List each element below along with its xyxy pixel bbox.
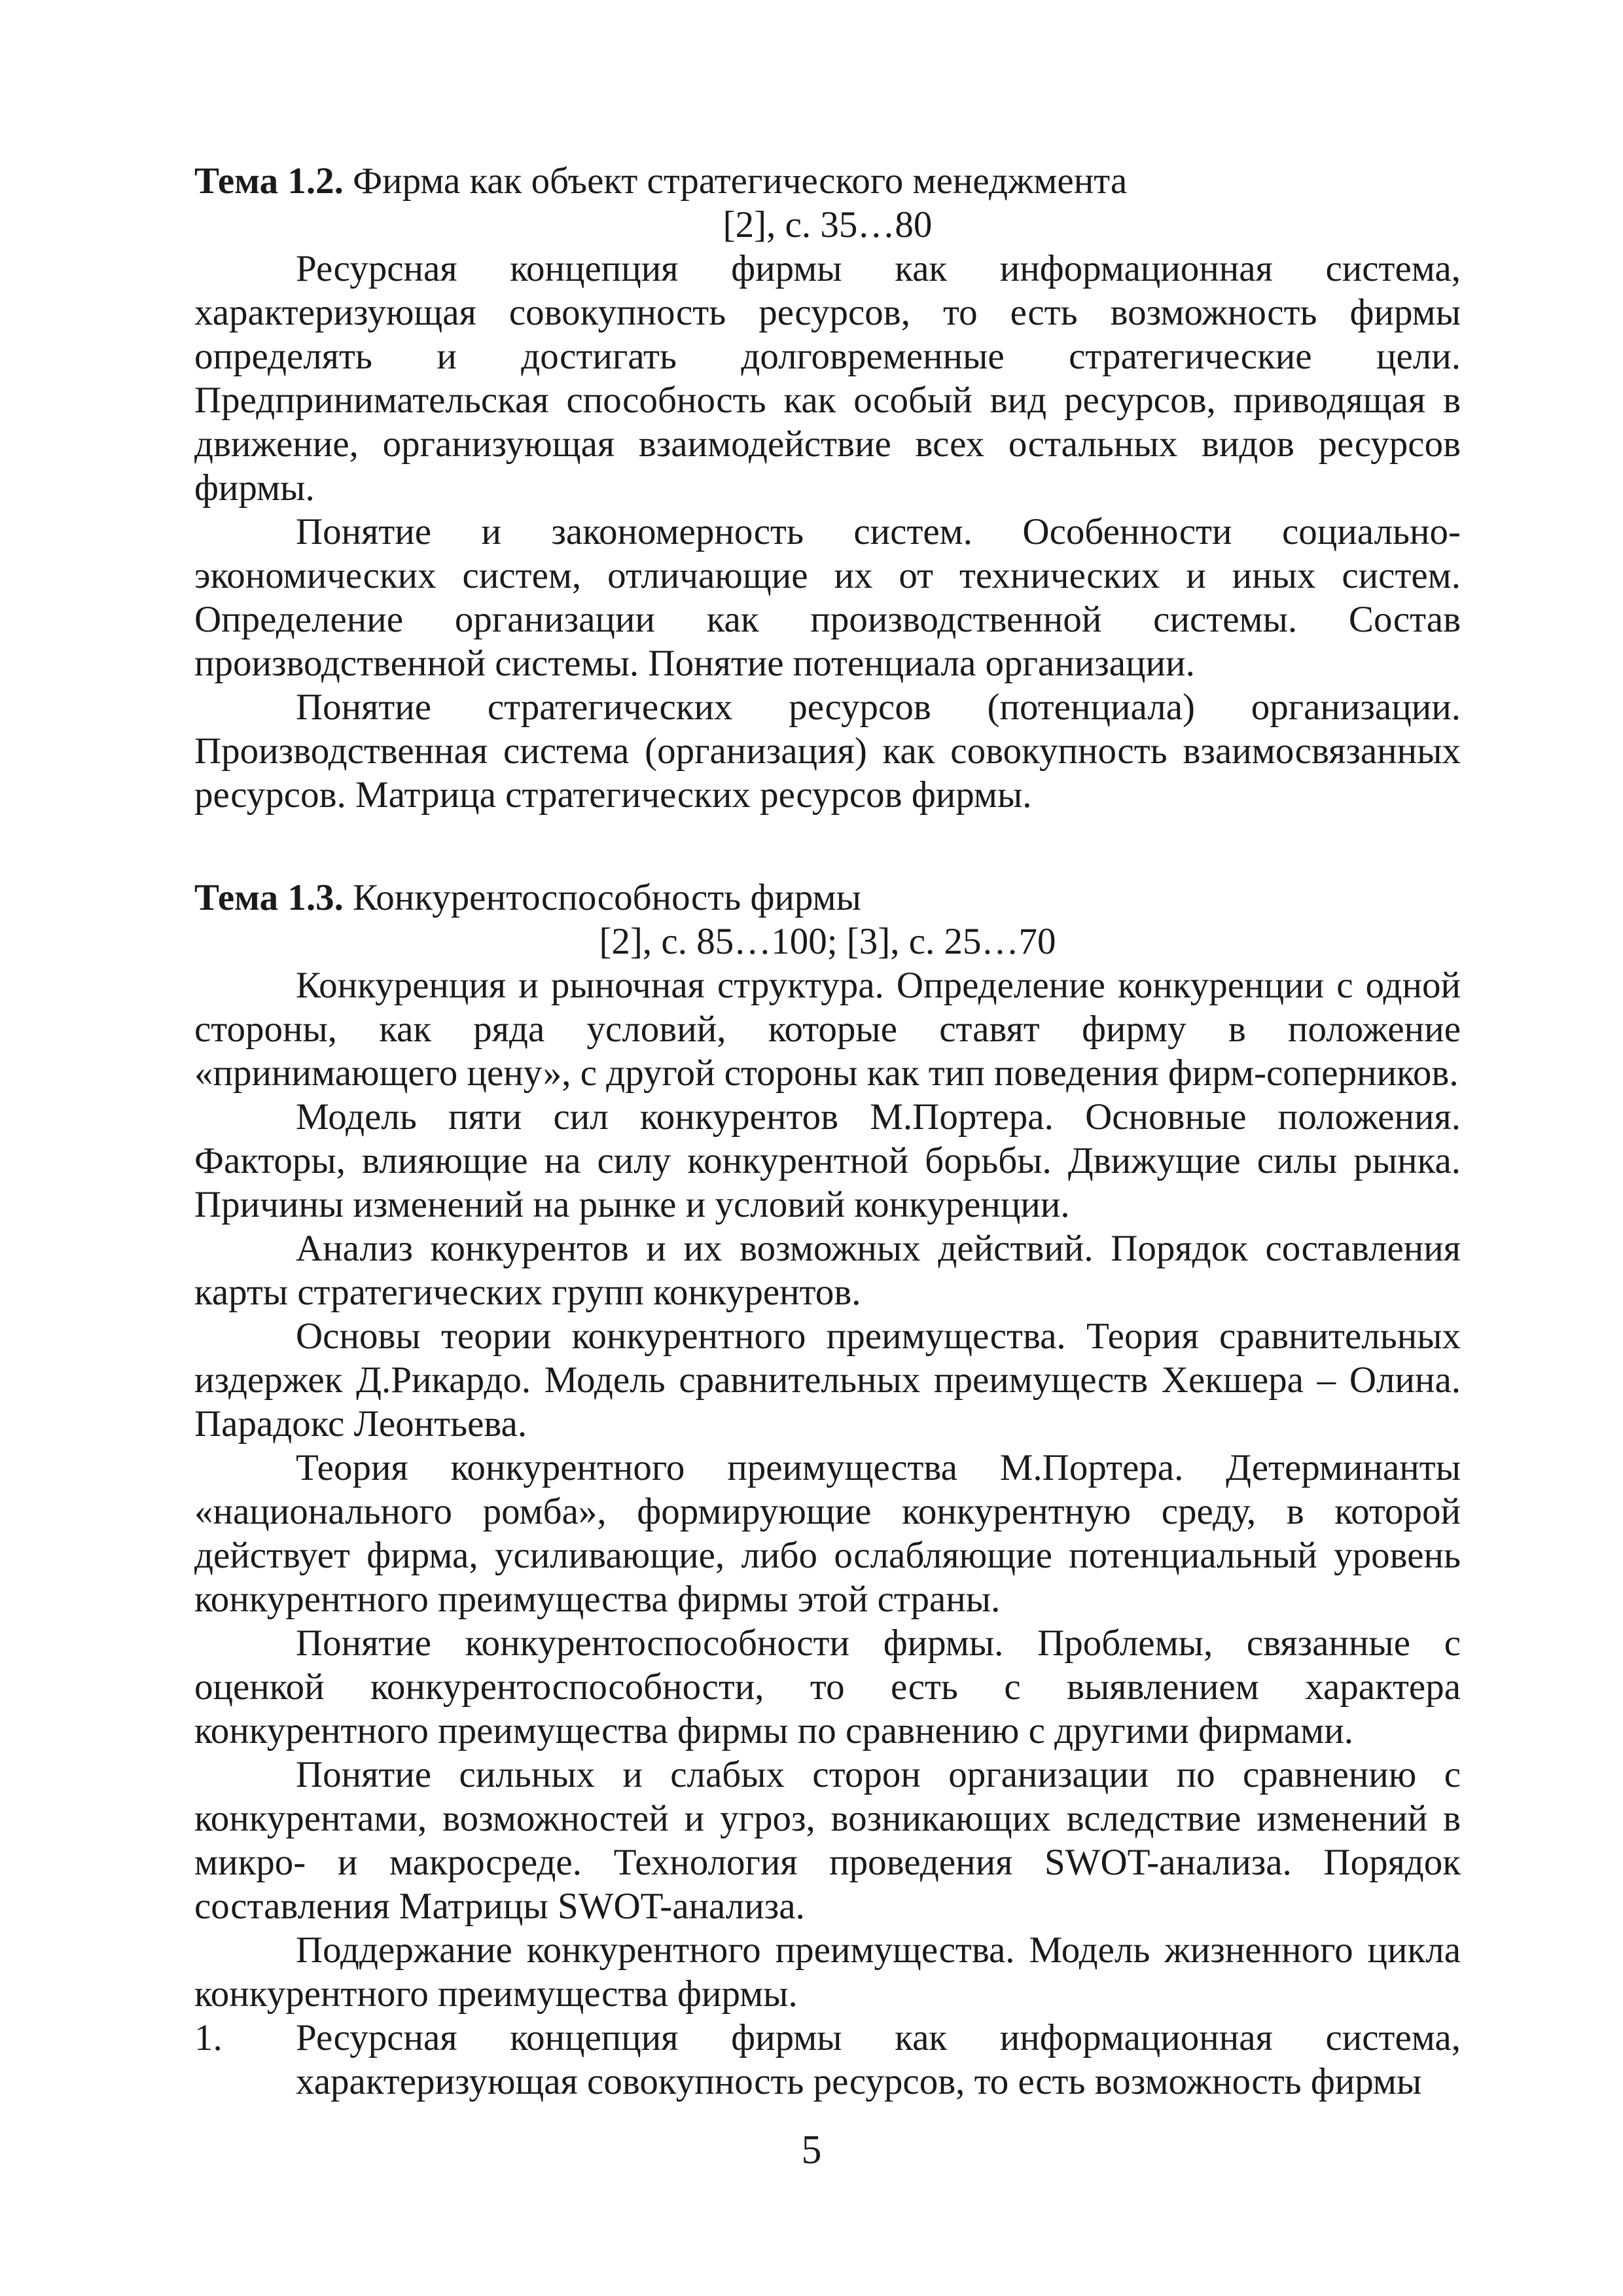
- topic-1-2-reference: [2], с. 35…80: [722, 204, 933, 245]
- document-page: [194, 159, 1461, 2104]
- section-spacer: [194, 817, 1461, 876]
- topic-1-2-heading: [194, 159, 1461, 203]
- topic-1-2-paragraph-1: Ресурсная концепция фирмы как информационная система, характеризующая совокупность ресурсов, то есть возможность фирмы определять и достигать долговременные стратегические цели. Предпринимательская способность как особый вид ресурсов, приводящая в движение, организующая взаимодействие всех остальных видов ресурсов фирмы.: [194, 248, 1461, 509]
- topic-1-3-paragraph-3: Анализ конкурентов и их возможных действий. Порядок составления карты стратегических групп конкурентов.: [194, 1228, 1461, 1313]
- topic-1-3-paragraph-7: Понятие сильных и слабых сторон организации по сравнению с конкурентами, возможностей и угроз, возникающих вследствие изменений в микро- и макросреде. Технология проведения SWOT-анализа. Порядок составления Матрицы SWOT-анализа.: [194, 1754, 1461, 1927]
- list-item-text: Ресурсная концепция фирмы как информационная система, характеризующая совокупность ресурсов, то есть возможность фирмы: [296, 2017, 1461, 2102]
- topic-1-2-label: Тема 1.2.: [194, 160, 344, 202]
- topic-1-3-paragraph-6: Понятие конкурентоспособности фирмы. Проблемы, связанные с оценкой конкурентоспособности, то есть с выявлением характера конкурентного преимущества фирмы по сравнению с другими фирмами.: [194, 1623, 1461, 1751]
- topic-1-3-paragraph-2: Модель пяти сил конкурентов М.Портера. Основные положения. Факторы, влияющие на силу конкурентной борьбы. Движущие силы рынка. Причины изменений на рынке и условий конкуренции.: [194, 1096, 1461, 1225]
- topic-1-2-title: Фирма как объект стратегического менеджмента: [343, 160, 1128, 202]
- topic-1-2-paragraph-3: Понятие стратегических ресурсов (потенциала) организации. Производственная система (организация) как совокупность взаимосвязанных ресурсов. Матрица стратегических ресурсов фирмы.: [194, 687, 1461, 816]
- topic-1-3-paragraph-4: Основы теории конкурентного преимущества. Теория сравнительных издержек Д.Рикардо. Модель сравнительных преимуществ Хекшера – Олина. Парадокс Леонтьева.: [194, 1316, 1461, 1444]
- topic-1-3-reference: [2], с. 85…100; [3], с. 25…70: [599, 921, 1056, 962]
- list-item-number: 1.: [194, 2017, 223, 2058]
- topic-1-3-heading: [194, 876, 1461, 920]
- topic-1-3-label: Тема 1.3.: [194, 877, 344, 918]
- topic-1-3-paragraph-1: Конкуренция и рыночная структура. Определение конкуренции с одной стороны, как ряда условий, которые ставят фирму в положение «принимающего цену», с другой стороны как тип поведения фирм-соперников.: [194, 965, 1461, 1094]
- topic-1-3-paragraph-5: Теория конкурентного преимущества М.Портера. Детерминанты «национального ромба», формирующие конкурентную среду, в которой действует фирма, усиливающие, либо ослабляющие потенциальный уровень конкурентного преимущества фирмы этой страны.: [194, 1447, 1461, 1620]
- page-number: 5: [801, 2128, 822, 2172]
- topic-1-2-paragraph-2: Понятие и закономерность систем. Особенности социально-экономических систем, отличающие их от технических и иных систем. Определение организации как производственной системы. Состав производственной системы. Понятие потенциала организации.: [194, 511, 1461, 684]
- topic-1-3-title: Конкурентоспособность фирмы: [343, 877, 861, 918]
- topic-1-3-paragraph-8: Поддержание конкурентного преимущества. Модель жизненного цикла конкурентного преимущества фирмы.: [194, 1929, 1461, 2015]
- numbered-list-item: [194, 2016, 1461, 2104]
